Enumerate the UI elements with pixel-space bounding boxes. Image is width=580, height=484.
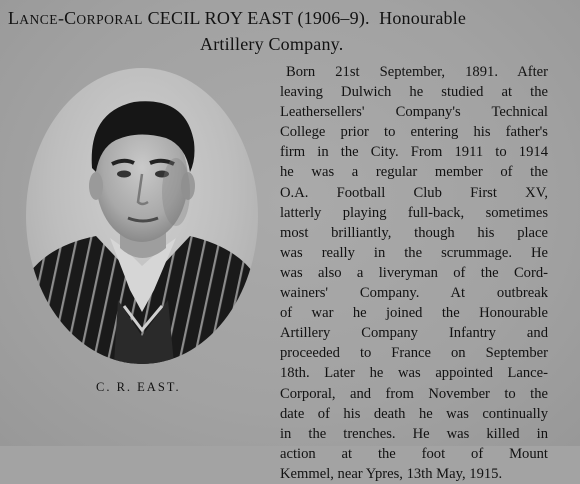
biography-line: Artillery Company Infantry and	[280, 325, 548, 342]
biography-line: action at the foot of Mount	[280, 445, 548, 462]
heading-name: CECIL ROY EAST	[147, 8, 293, 28]
biography-line: proceeded to France on September	[280, 345, 548, 362]
portrait-caption: C. R. EAST.	[96, 380, 181, 394]
heading-years: (1906–9).	[297, 8, 370, 28]
biography-line: wainers' Company. At outbreak	[280, 285, 548, 302]
portrait-photo	[26, 68, 258, 364]
biography-line: O.A. Football Club First XV,	[280, 184, 548, 201]
biography-line: Born 21st September, 1891. After	[286, 64, 548, 80]
heading-line-1	[8, 6, 576, 32]
biography-line: firm in the City. From 1911 to 1914	[280, 144, 548, 161]
biography-line: leaving Dulwich he studied at the	[280, 84, 548, 101]
biography-line: date of his death he was continually	[280, 405, 548, 422]
biography-line: 18th. Later he was appointed Lance-	[280, 365, 548, 382]
biography-line: Kemmel, near Ypres, 13th May, 1915.	[280, 465, 503, 482]
biography-line: was also a liveryman of the Cord-	[280, 264, 548, 281]
entry-heading	[8, 6, 576, 56]
biography-line: Leathersellers' Company's Technical	[280, 104, 548, 121]
biography-line: he was a regular member of the	[280, 164, 548, 181]
biography-line: in the trenches. He was killed in	[280, 425, 548, 442]
heading-rank: LANCE-CORPORAL	[8, 8, 143, 28]
biography-line: most brilliantly, though his place	[280, 224, 548, 241]
biography-line: Corporal, and from November to the	[280, 385, 548, 402]
biography-line: was really in the scrummage. He	[280, 244, 548, 261]
portrait-illustration	[26, 68, 258, 364]
heading-regiment-part2: Artillery Company.	[200, 34, 344, 54]
biography-line: of war he joined the Honourable	[280, 305, 548, 322]
biography-line: latterly playing full-back, sometimes	[280, 204, 548, 221]
biography-line: College prior to entering his father's	[280, 124, 548, 141]
heading-regiment-part1: Honourable	[379, 8, 467, 28]
biography-text	[280, 62, 548, 484]
